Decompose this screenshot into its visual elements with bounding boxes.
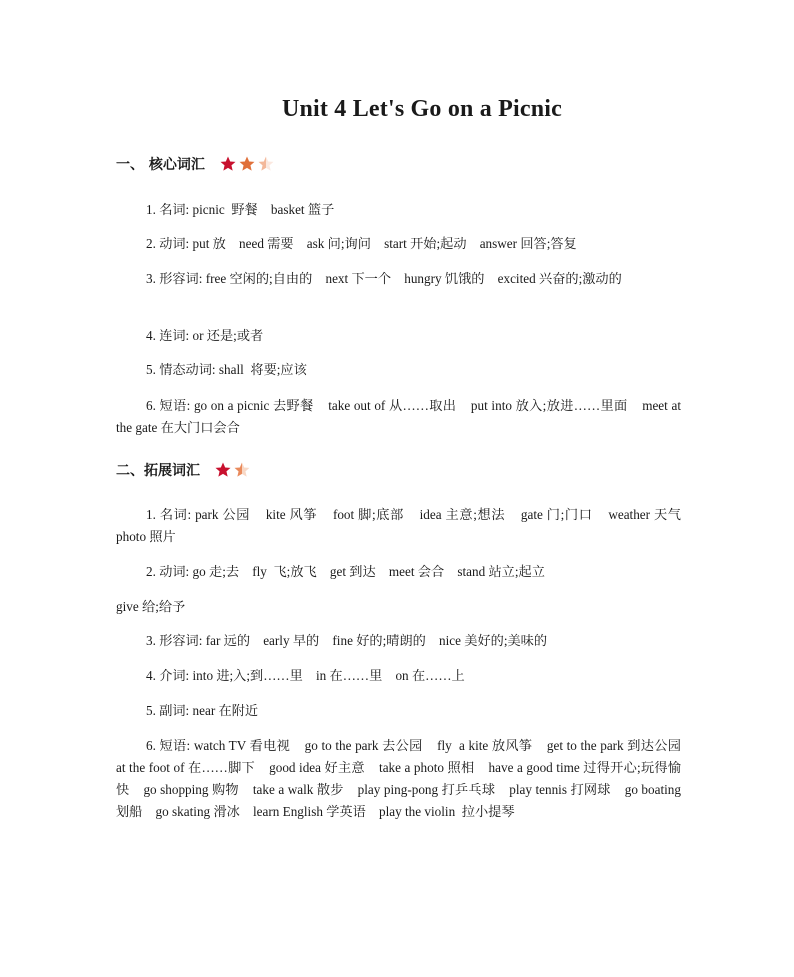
list-item: 3. 形容词: free 空闲的;自由的 next 下一个 hungry 饥饿的 excited 兴奋的;激动的: [146, 271, 622, 286]
difficulty-rating: [219, 155, 276, 173]
half-star-icon: [233, 461, 251, 479]
list-item: 5. 副词: near 在附近: [146, 703, 259, 718]
section-heading-text: 一、 核心词汇: [116, 157, 205, 173]
list-item: 6. 短语: go on a picnic 去野餐 take out of 从……取出 put into 放入;放进……里面 meet at the gate 在大门口会合: [116, 398, 685, 435]
list-item: 2. 动词: put 放 need 需要 ask 问;询问 start 开始;起动 answer 回答;答复: [146, 236, 577, 251]
list-item: 5. 情态动词: shall 将要;应该: [146, 362, 307, 377]
section-heading-extended-vocabulary: [116, 460, 252, 480]
list-item: 1. 名词: park 公园 kite 风筝 foot 脚;底部 idea 主意;想法 gate 门;门口 weather 天气 photo 照片: [116, 507, 695, 544]
list-item: 2. 动词: go 走;去 fly 飞;放飞 get 到达 meet 会合 stand 站立;起立: [146, 564, 545, 579]
star-icon: [214, 461, 232, 479]
list-item: 3. 形容词: far 远的 early 早的 fine 好的;晴朗的 nice 美好的;美味的: [146, 633, 548, 648]
list-item: 4. 连词: or 还是;或者: [146, 328, 264, 343]
star-icon: [219, 155, 237, 173]
section-heading-core-vocabulary: [116, 154, 276, 174]
star-icon: [238, 155, 256, 173]
list-item: 6. 短语: watch TV 看电视 go to the park 去公园 fly a kite 放风筝 get to the park 到达公园 at the foot of 在……脚下 good idea 好主意 take a photo 照相 have a good time 过得开心;玩得愉快 go shopping 购物 take a walk 散步 play ping-pong 打乒乓球 play tennis 打网球 go boating 划船 go skating 滑冰 learn English 学英语 play the violin 拉小提琴: [116, 738, 695, 819]
list-item: 1. 名词: picnic 野餐 basket 篮子: [146, 202, 335, 217]
page-title: Unit 4 Let's Go on a Picnic: [281, 96, 563, 122]
difficulty-rating: [214, 461, 252, 479]
half-star-icon: [257, 155, 275, 173]
list-item: 4. 介词: into 进;入;到……里 in 在……里 on 在……上: [146, 668, 465, 683]
list-item: give 给;给予: [116, 599, 186, 614]
section-heading-text: 二、拓展词汇: [116, 463, 200, 479]
